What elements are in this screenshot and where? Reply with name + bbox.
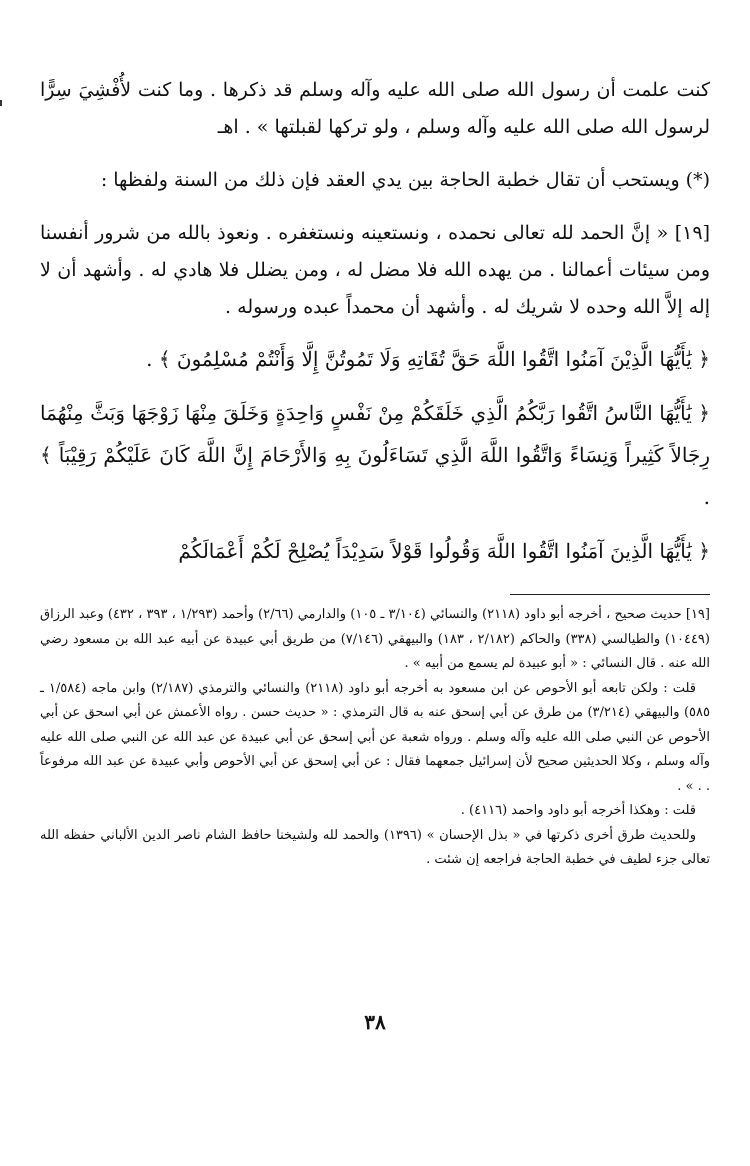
footnote-divider [510,594,710,595]
footnote-takhrij: [١٩] حديث صحيح ، أخرجه أبو داود (٢١١٨) والنسائي (٣/١٠٤ ـ ١٠٥) والدارمي (٢/٦٦) وأحمد (١/٢٩٣ ، ٣٩٣ ، ٤٣٢) وعبد الرزاق (١٠٤٤٩) والطيالسي (٣٣٨) والحاكم (٢/١٨٢ ، ١٨٣) والبيهقي (٧/١٤٦) من طريق أبي عبيدة عن أبيه عبد الله بن مسعود رضي الله عنه . قال النسائي : « أبو عبيدة لم يسمع من أبيه » . [40,607,710,671]
paragraph-khutba-intro: (*) ويستحب أن تقال خطبة الحاجة بين يدي العقد فإن ذلك من السنة ولفظها : [100,169,710,191]
footnote-abu-dawud: قلت : وهكذا أخرجه أبو داود واحمد (٤١١٦) . [460,803,696,818]
quran-verse-1: ﴿ يَٰأَيُّهَا الَّذِيْنَ آمَنُوا اتَّقُوا اللَّهَ حَقَّ تُقَاتِهِ وَلَا تَمُوتُنَّ إِلَّا وَأَنْتُمْ مُسْلِمُونَ ﴾ . [146,347,710,371]
quran-verse-2: ﴿ يَٰأَيُّهَا النَّاسُ اتَّقُوا رَبَّكُمُ الَّذِي خَلَقَكُمْ مِنْ نَفْسٍ وَاحِدَةٍ وَخَلَقَ مِنْهَا زَوْجَهَا وَبَثَّ مِنْهُمَا رِجَالاً كَثِيراً وَنِسَاءً وَاتَّقُوا اللَّهَ الَّذِي تَسَاءَلُونَ بِهِ وَالأَرْحَامَ إِنَّ اللَّهَ كَانَ عَلَيْكُمْ رَقِيْبَاً ﴾ . [40,401,710,509]
quran-verse-3: ﴿ يَٰأَيُّهَا الَّذِينَ آمَنُوا اتَّقُوا اللَّهَ وَقُولُوا قَوْلاً سَدِيْدَاً يُصْلِحْ لَكُمْ أَعْمَالَكُمْ [178,539,710,563]
main-text [40,72,710,572]
page-content [40,72,710,873]
footnotes [40,603,710,873]
footnote-other-routes: وللحديث طرق أخرى ذكرتها في « بذل الإحسان » (١٣٩٦) والحمد لله ولشيخنا حافظ الشام ناصر الدين الألباني حفظه الله تعالى جزء لطيف في خطبة الحاجة فراجعه إن شئت . [40,827,710,867]
paragraph-hadith-continuation: كنت علمت أن رسول الله صلى الله عليه وآله وسلم قد ذكرها . وما كنت لأُفْشِيَ سِرًّا لرسول الله صلى الله عليه وآله وسلم ، ولو تركها لقبلتها » . اهـ [40,79,710,138]
page-number: ٣٨ [364,1010,386,1034]
footnote-mutabaa: قلت : ولكن تابعه أبو الأحوص عن ابن مسعود به أخرجه أبو داود (٢١١٨) والنسائي والترمذي (٢/١٨٧) وابن ماجه (١/٥٨٤ ـ ٥٨٥) والبيهقي (٣/٢١٤) من طرق عن أبي إسحق عنه به قال الترمذي : « حديث حسن . رواه الأعمش عن أبي اسحق عن أبي الأحوص عن النبي صلى الله عليه وآله وسلم . ورواه شعبة عن أبي إسحق عن أبي عبيدة عن عبد الله عن النبي صلى الله عليه وآله وسلم ، وكلا الحديثين صحيح لأن إسرائيل جمعهما فقال : عن أبي إسحق عن أبي الأحوص وأبي عبيدة عن عبد الله مرفوعاً . . » . [40,680,710,794]
page-edge-mark [0,100,2,106]
paragraph-khutba-text: [١٩] « إنَّ الحمد لله تعالى نحمده ، ونستعينه ونستغفره . ونعوذ بالله من شرور أنفسنا ومن سيئات أعمالنا . من يهده الله فلا مضل له ، ومن يضلل فلا هادي له . وأشهد أن لا إله إلاَّ الله وحده لا شريك له . وأشهد أن محمداً عبده ورسوله . [40,222,710,318]
